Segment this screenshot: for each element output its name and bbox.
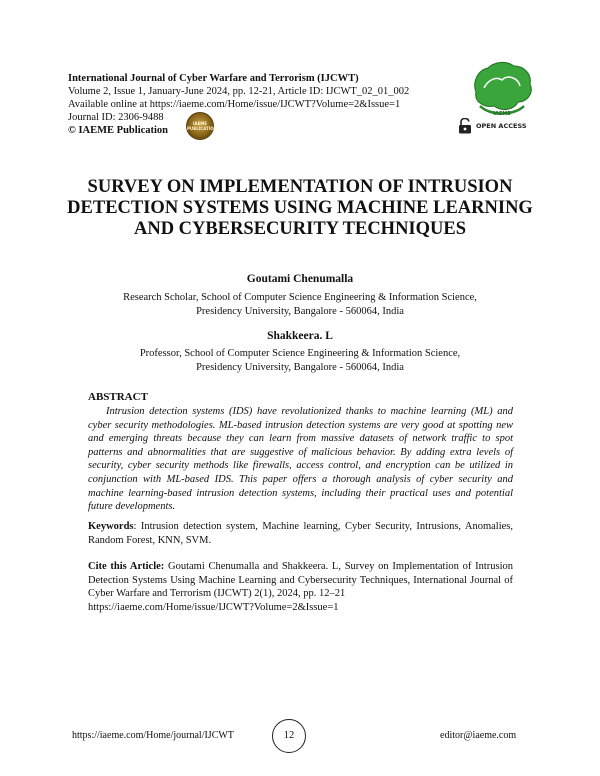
citation-paragraph [88,560,513,614]
cite-label: Cite this Article: [88,561,165,572]
open-access-badge [458,118,527,134]
author-affiliation-1 [60,291,540,318]
affiliation-line: Presidency University, Bangalore - 560064, India [196,305,404,317]
footer-email-link[interactable]: editor@iaeme.com [440,730,517,741]
affiliation-line: Research Scholar, School of Computer Science Engineering & Information Science, [123,292,477,303]
cite-url-link[interactable]: https://iaeme.com/Home/issue/IJCWT?Volume=2&Issue=1 [88,601,339,613]
available-online-line: Available online at https://iaeme.com/Home/issue/IJCWT?Volume=2&Issue=1 [68,99,401,110]
keywords-paragraph [88,520,513,547]
iaeme-logo [466,58,538,118]
open-access-label: OPEN ACCESS [476,122,527,130]
author-name-1: Goutami Chenumalla [246,273,354,285]
affiliation-line: Presidency University, Bangalore - 560064, India [196,361,404,373]
keywords-list: : Intrusion detection system, Machine learning, Cyber Security, Intrusions, Anomalies, Random Forest, KNN, SVM. [88,521,513,546]
publication-seal-icon [186,112,217,140]
iaeme-logo-icon [466,58,538,118]
paper-title: SURVEY ON IMPLEMENTATION OF INTRUSION DETECTION SYSTEMS USING MACHINE LEARNING AND CYBERSECURITY TECHNIQUES [67,177,533,239]
publisher-credit: © IAEME Publication [68,125,169,136]
abstract-body: Intrusion detection systems (IDS) have revolutionized thanks to machine learning (ML) and cyber security methodologies. ML-based intrusion detection systems are very good at spotting new and emerging threats because they can learn from massive datasets of network traffic to spot patterns and abnormalities that are suggestive of malicious behavior. By adding extra levels of security, cyber security methods like firewalls, access control, and encryption can be utilized in conjunction with ML-based IDS. This paper offers a thorough analysis of cyber security and machine learning-based intrusion detection systems, including their practical uses and potential future developments. [88,406,513,513]
journal-title: International Journal of Cyber Warfare and Terrorism (IJCWT) [68,73,359,84]
lock-open-icon [458,118,472,134]
seal-text: IAEME PUBLICATION [187,121,217,131]
author-affiliation-2 [60,347,540,374]
abstract-heading: ABSTRACT [88,391,148,403]
page-number: 12 [272,719,306,753]
logo-label: IAEME [493,111,511,117]
cite-text: Goutami Chenumalla and Shakkeera. L, Survey on Implementation of Intrusion Detection Systems Using Machine Learning and Cybersecurity Techniques, International Journal of Cyber Warfare and Terrorism (IJCWT) 2(1), 2024, pp. 12–21 [88,561,514,600]
keywords-label: Keywords [88,521,134,532]
affiliation-line: Professor, School of Computer Science Engineering & Information Science, [139,348,461,359]
footer-journal-link[interactable]: https://iaeme.com/Home/journal/IJCWT [72,730,234,741]
volume-line: Volume 2, Issue 1, January-June 2024, pp. 12-21, Article ID: IJCWT_02_01_002 [68,86,410,97]
journal-id: Journal ID: 2306-9488 [68,112,164,123]
journal-header [68,72,468,137]
author-name-2: Shakkeera. L [267,330,333,342]
